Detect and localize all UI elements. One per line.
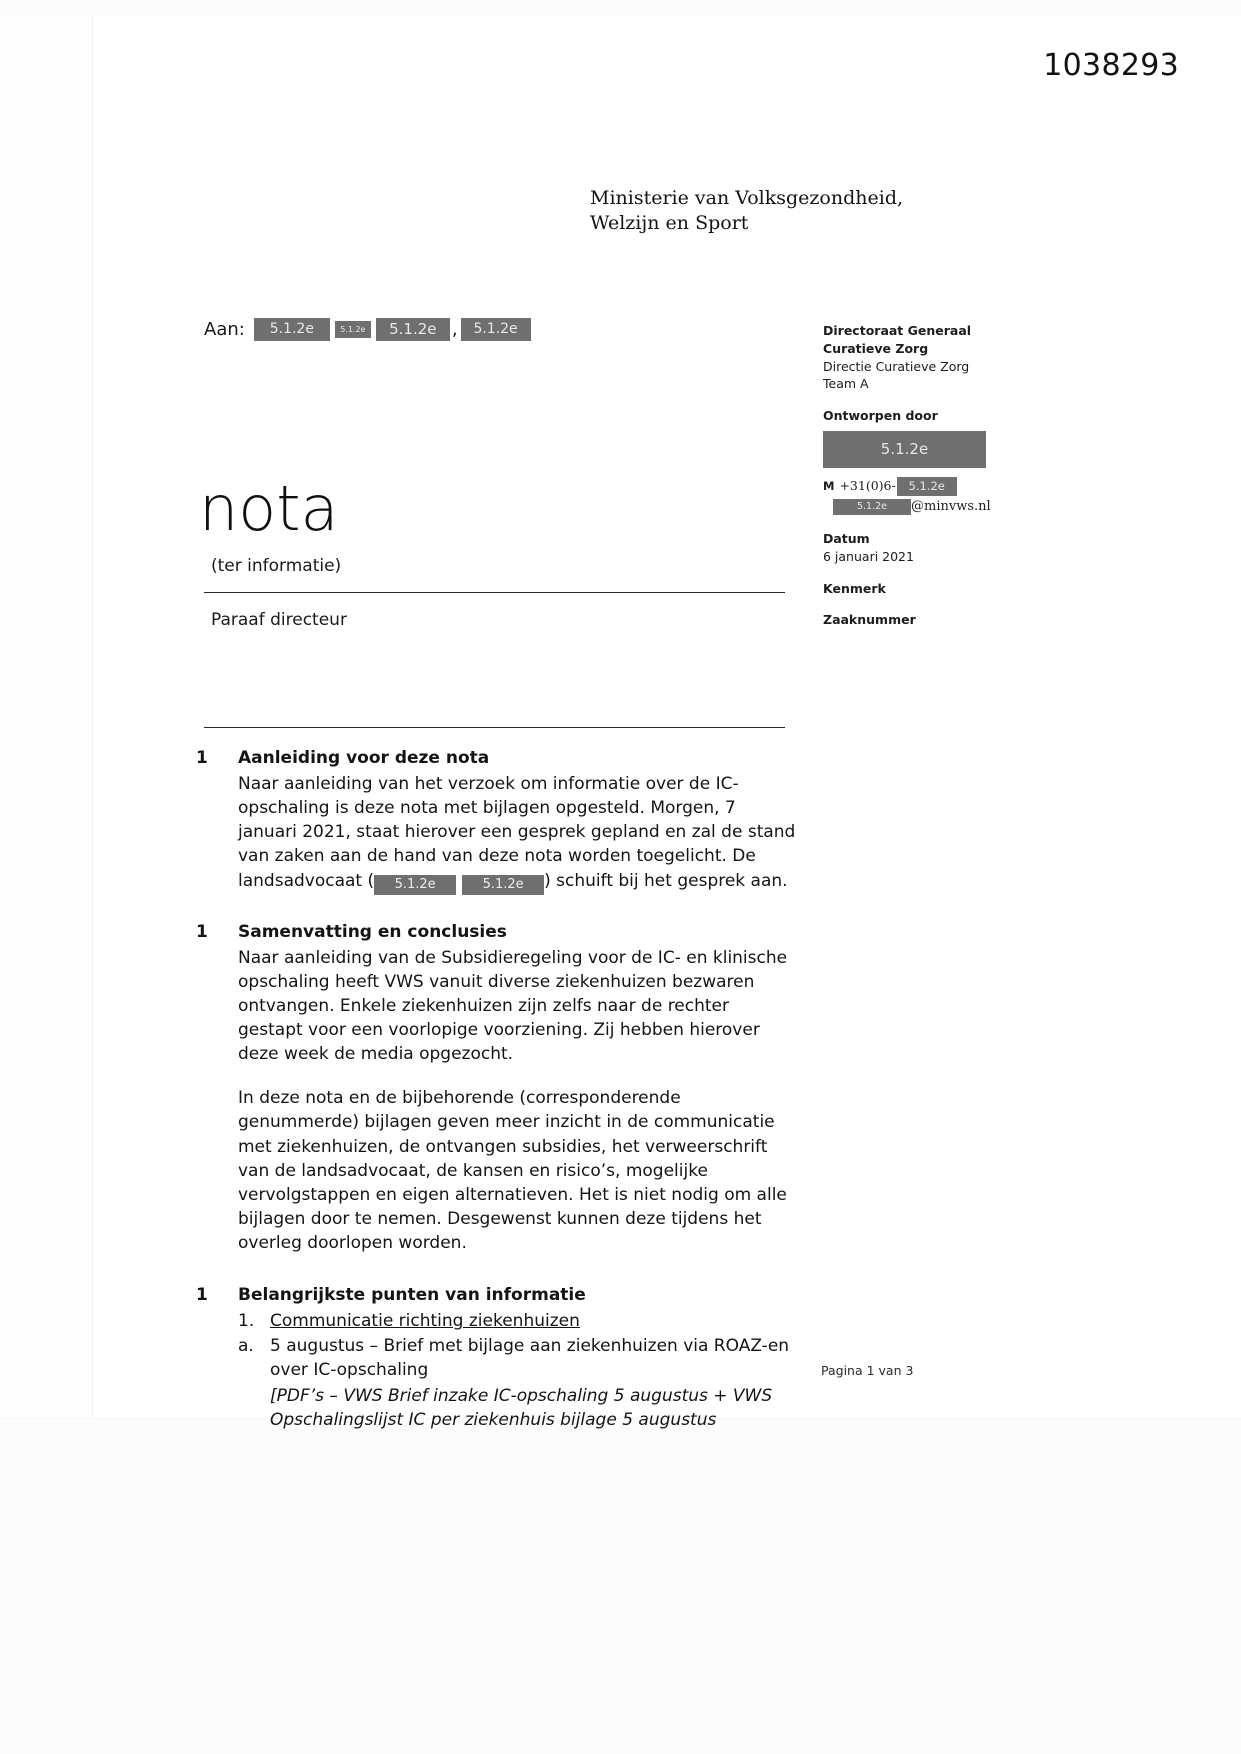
redaction-box: 5.1.2e — [376, 318, 450, 341]
redaction-box: 5.1.2e — [897, 477, 957, 496]
document-body — [196, 748, 796, 1432]
ministry-line-1: Ministerie van Volksgezondheid, — [590, 187, 904, 209]
list-item — [238, 1309, 796, 1333]
redaction-box: 5.1.2e — [833, 499, 911, 515]
addressee-line — [204, 318, 531, 341]
divider-bottom — [204, 727, 785, 728]
section-text — [238, 946, 796, 1256]
list-item-label: [PDF’s – VWS Brief inzake IC-opschaling 5 augustus + VWS Opschalingslijst IC per ziekenhuis bijlage 5 augustus — [270, 1385, 773, 1430]
phone-prefix: +31(0)6- — [839, 478, 896, 494]
redaction-box: 5.1.2e — [374, 875, 456, 895]
ontworpen-door-label: Ontworpen door — [823, 408, 938, 423]
redaction-box: 5.1.2e — [254, 318, 330, 341]
list-item — [238, 1384, 796, 1432]
divider-top — [204, 592, 785, 593]
section-heading — [196, 1285, 796, 1305]
section-aanleiding — [196, 748, 796, 893]
addressee-label: Aan: — [204, 319, 245, 340]
phone-line — [823, 477, 1023, 496]
list-item — [238, 1334, 796, 1382]
document-number: 1038293 — [1043, 48, 1179, 83]
redaction-box: 5.1.2e — [823, 431, 986, 468]
team-label: Team A — [823, 376, 869, 392]
section-number: 1 — [196, 748, 208, 768]
section-text — [238, 772, 796, 893]
ministry-line-2: Welzijn en Sport — [590, 212, 749, 235]
phone-label: M — [823, 479, 835, 494]
list-marker: a. — [238, 1336, 254, 1357]
section-samenvatting — [196, 922, 796, 1256]
section-heading — [196, 748, 796, 768]
datum-label: Datum — [823, 531, 870, 547]
list-marker: 1. — [238, 1311, 255, 1332]
org-line-2: Curatieve Zorg — [823, 340, 929, 356]
email-domain: @minvws.nl — [911, 498, 991, 514]
section-heading — [196, 922, 796, 942]
paraaf-label: Paraaf directeur — [211, 610, 347, 630]
section-spacer — [196, 1255, 796, 1285]
list-item-label: Communicatie richting ziekenhuizen — [270, 1311, 580, 1332]
list-item-label: 5 augustus – Brief met bijlage aan ziekenhuizen via ROAZ-en over IC-opschaling — [270, 1336, 790, 1381]
redaction-box: 5.1.2e — [462, 875, 544, 895]
section-title: Belangrijkste punten van informatie — [238, 1285, 586, 1306]
addressee-separator: , — [451, 319, 458, 340]
section-title: Samenvatting en conclusies — [238, 921, 507, 942]
sidebar-metadata — [823, 322, 1023, 629]
page-subtitle: (ter informatie) — [211, 556, 342, 576]
redaction-box: 5.1.2e — [461, 318, 531, 341]
section-number: 1 — [196, 1285, 208, 1306]
list-marker — [238, 1384, 270, 1432]
paragraph: Naar aanleiding van de Subsidieregeling voor de IC- en klinische opschaling heeft VWS vanuit diverse ziekenhuizen bezwaren ontvangen. Enkele ziekenhuizen zijn zelfs naar de rechter gestapt voor een voorlopige voorziening. Zij hebben hierover deze week de media opgezocht. — [238, 947, 788, 1065]
page-title: nota — [199, 472, 339, 545]
ministry-header — [590, 186, 903, 237]
redaction-box: 5.1.2e — [335, 321, 371, 338]
paragraph-text-before: Naar aanleiding van het verzoek om informatie over de IC-opschaling is deze nota met bijlagen opgesteld. Morgen, 7 januari 2021, staat hierover een gesprek gepland en zal de stand van zaken aan de hand van deze nota worden toegelicht. De landsadvocaat ( — [238, 774, 796, 891]
section-number: 1 — [196, 921, 208, 942]
section-spacer — [196, 893, 796, 922]
section-belangrijkste-punten — [196, 1285, 796, 1432]
scan-margin-bottom — [0, 1418, 1241, 1754]
datum-value: 6 januari 2021 — [823, 548, 914, 564]
paragraph: In deze nota en de bijbehorende (corresponderende genummerde) bijlagen geven meer inzicht in de communicatie met ziekenhuizen, de ontvangen subsidies, het verweerschrift van de landsadvocaat, de kansen en risico’s, mogelijke vervolgstappen en eigen alternatieven. Het is niet nodig om alle bijlagen door te nemen. Desgewenst kunnen deze tijdens het overleg doorlopen worden. — [238, 1088, 787, 1253]
zaaknummer-label: Zaaknummer — [823, 612, 916, 628]
section-title: Aanleiding voor deze nota — [238, 748, 490, 768]
directie-label: Directie Curatieve Zorg — [823, 358, 970, 374]
email-line — [823, 498, 1023, 516]
paragraph-text-after: ) schuift bij het gesprek aan. — [544, 870, 788, 891]
org-line-1: Directoraat Generaal — [823, 323, 972, 338]
page-footer: Pagina 1 van 3 — [821, 1363, 914, 1378]
scan-margin-top — [0, 0, 1241, 16]
section-sublist — [238, 1309, 796, 1432]
kenmerk-label: Kenmerk — [823, 580, 886, 596]
